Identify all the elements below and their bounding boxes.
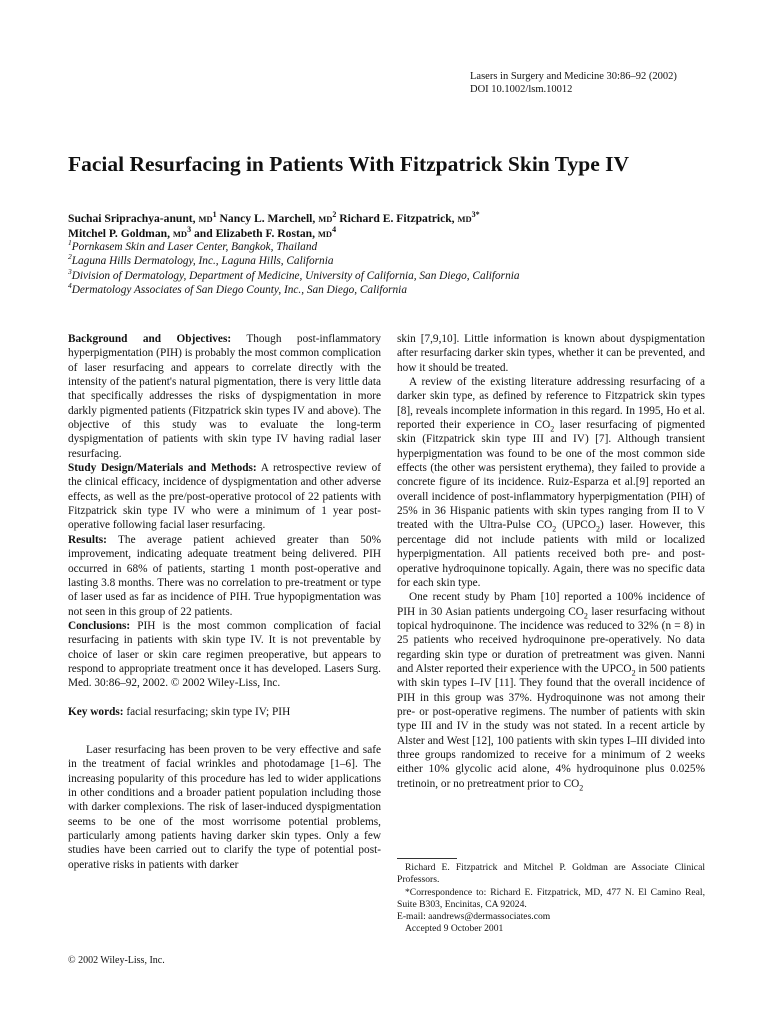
subscript: 2 bbox=[631, 668, 636, 678]
footnote: *Correspondence to: Richard E. Fitzpatrick, MD, 477 N. El Camino Real, Suite B303, Encinitas, CA 92024. bbox=[397, 886, 705, 910]
subscript: 2 bbox=[579, 782, 584, 792]
keywords-text: facial resurfacing; skin type IV; PIH bbox=[123, 705, 291, 718]
journal-citation: Lasers in Surgery and Medicine 30:86–92 (2002) bbox=[470, 71, 677, 82]
affiliation-list bbox=[68, 240, 728, 297]
author-degree: MD bbox=[318, 214, 333, 224]
author-name: Nancy L. Marchell, bbox=[219, 212, 316, 225]
affiliation-text: Dermatology Associates of San Diego County, Inc., San Diego, California bbox=[71, 283, 407, 296]
abstract-label: Study Design/Materials and Methods: bbox=[68, 462, 257, 475]
footnote: Richard E. Fitzpatrick and Mitchel P. Goldman are Associate Clinical Professors. bbox=[397, 862, 705, 886]
affiliation-number: 3 bbox=[68, 266, 72, 276]
author-name: Suchai Sriprachya-anunt, bbox=[68, 212, 196, 225]
body-text: laser resurfacing without topical hydroquinone. The incidence was reduced to 32% (n = 8) in 25 patients who received hydroquinone pre-operatively. No data regarding skin type or duration of pretreatment was given. Nanni and Alster reported their experience with the UPCO bbox=[397, 605, 705, 675]
abstract-label: Conclusions: bbox=[68, 619, 131, 632]
affiliation-number: 4 bbox=[68, 281, 72, 291]
subscript: 2 bbox=[583, 610, 588, 620]
abstract-design bbox=[68, 461, 381, 533]
author-name: Mitchel P. Goldman, bbox=[68, 226, 170, 240]
body-text: laser resurfacing of pigmented skin (Fitzpatrick skin type III and IV) [7]. Although transient hyperpigmentation was found to be one of the most common side effects (the other was persistent erythema), they failed to provide a concrete figure of its incidence. Ruiz-Esparza et al.[9] reported an overall incidence of post-inflammatory hyperpigmentation (PIH) of 25% in 36 Hispanic patients with skin types ranging from II to V treated with the Ultra-Pulse CO bbox=[397, 419, 705, 532]
affiliation-number: 2 bbox=[68, 252, 72, 262]
affiliation-number: 1 bbox=[68, 238, 72, 248]
body-text: in 500 patients with skin types I–IV [11]. They found that the overall incidence of PIH in this group was 37%. Hydroquinone was not among their pre- or post-operative regimens. The number of patients with skin type III and IV in the study was not stated. In a recent article by Alster and West [12], 100 patients with skin types I–III divided into three groups randomized to receive for a minimum of 2 weeks either 10% glycolic acid alone, 4% hydroquinone plus 0.025% tretinoin, or no pretreatment prior to CO bbox=[397, 662, 705, 790]
abstract-label: Results: bbox=[68, 533, 107, 546]
footnotes bbox=[397, 862, 705, 936]
author-name: Richard E. Fitzpatrick, bbox=[339, 212, 455, 225]
copyright-footer: © 2002 Wiley-Liss, Inc. bbox=[68, 955, 165, 966]
abstract-label: Background and Objectives: bbox=[68, 333, 232, 345]
affiliation-text: Pornkasem Skin and Laser Center, Bangkok, Thailand bbox=[71, 241, 318, 253]
footnote-divider bbox=[397, 858, 457, 859]
body-text: ) laser. However, this percentage did not include patients with mild or localized hyperpigmentation. All patients received both pre- and post-operative hydroquinone topically. Again, there was no specific data for each skin type. bbox=[397, 519, 705, 589]
author-degree: MD bbox=[457, 214, 472, 224]
subscript: 2 bbox=[550, 424, 555, 434]
body-text: (UPCO bbox=[556, 519, 596, 532]
abstract-text: The average patient achieved greater than 50% improvement, indicating adequate treatment being delivered. PIH occurred in 68% of patients, starting 1 month post-operative and lasting 3.8 months. There was no correlation to pre-treatment or type of laser used as far as incidence of PIH. True hypopigmentation was not seen in this group of 22 patients. bbox=[68, 533, 381, 618]
affiliation-line bbox=[68, 283, 728, 297]
author-degree: MD bbox=[198, 214, 213, 224]
footnote: Accepted 9 October 2001 bbox=[405, 923, 504, 935]
body-text: One recent study by Pham [10] reported a 100% incidence of PIH in 30 Asian patients undergoing CO bbox=[397, 591, 705, 618]
right-column bbox=[397, 332, 705, 791]
author-name: Elizabeth F. Rostan, bbox=[215, 226, 315, 240]
intro-paragraph: Laser resurfacing has been proven to be very effective and safe in the treatment of facial wrinkles and photodamage [1–6]. The increasing popularity of this procedure has led to wider applications in other conditions and a broader patient population including those with darker complexions. The risk of laser-induced dyspigmentation seems to be one of the most worrisome potential problems, particularly among patients having darker skin types. Only a few studies have been carried out to clarify the type of potential post-operative risks in patients with darker bbox=[68, 743, 381, 871]
affiliation-marker: 3* bbox=[471, 210, 480, 220]
abstract-results bbox=[68, 533, 381, 619]
affiliation-text: Laguna Hills Dermatology, Inc., Laguna Hills, California bbox=[71, 255, 334, 268]
abstract-text: Though post-inflammatory hyperpigmentation (PIH) is probably the most common complication of laser resurfacing and appears to correlate directly with the intensity of the patient's natural pigmentation, there is very little data that specifically addresses the risks of dyspigmentation in more darkly pigmented patients (Fitzpatrick skin types IV and above). The objective of this study was to evaluate the long-term dyspigmentation of patients with skin type IV having radial laser resurfacing. bbox=[68, 333, 381, 460]
affiliation-marker: 2 bbox=[332, 210, 337, 220]
abstract-conclusions bbox=[68, 619, 381, 691]
body-paragraph bbox=[397, 375, 705, 590]
keywords bbox=[68, 705, 381, 719]
affiliation-marker: 3 bbox=[187, 224, 192, 234]
article-title: Facial Resurfacing in Patients With Fitzpatrick Skin Type IV bbox=[68, 152, 630, 176]
affiliation-text: Division of Dermatology, Department of Medicine, University of California, San Diego, California bbox=[71, 269, 520, 282]
affiliation-line bbox=[68, 254, 728, 268]
body-text: A review of the existing literature addressing resurfacing of a darker skin type, as defined by reference to Fitzpatrick skin types [8], reveals incomplete information in this regard. In 1995, Ho et al. reported their experience in CO bbox=[397, 376, 705, 432]
left-column bbox=[68, 332, 381, 872]
author-degree: MD bbox=[317, 228, 333, 239]
body-paragraph: skin [7,9,10]. Little information is known about dyspigmentation after resurfacing darker skin types, whether it can be prevented, and how it should be treated. bbox=[397, 333, 705, 374]
body-paragraph bbox=[397, 590, 705, 791]
affiliation-line bbox=[68, 266, 728, 283]
doi-line: DOI 10.1002/lsm.10012 bbox=[470, 84, 573, 95]
author-conjunction: and bbox=[193, 226, 213, 240]
abstract-text: A retrospective review of the clinical efficacy, incidence of dyspigmentation and other adverse effects, as well as the pre/post-operative protocol of 22 patients with Fitzpatrick skin type IV who were a minimum of 1 year post-operative following facial laser resurfacing. bbox=[68, 462, 381, 532]
journal-header bbox=[470, 70, 677, 96]
subscript: 2 bbox=[596, 524, 600, 534]
keywords-label: Key words: bbox=[68, 705, 124, 718]
affiliation-line bbox=[68, 240, 728, 254]
affiliation-marker: 4 bbox=[332, 224, 337, 234]
abstract-text: PIH is the most common complication of facial resurfacing in patients with skin type IV. It is not preventable by choice of laser or skin care regimen preoperative, but appears to respond to appropriate treatment once it has developed. Lasers Surg. Med. 30:86–92, 2002. © 2002 Wiley-Liss, Inc. bbox=[68, 619, 381, 690]
abstract-background bbox=[68, 332, 381, 461]
footnote-email: E-mail: aandrews@dermassociates.com bbox=[397, 911, 551, 923]
author-list bbox=[68, 212, 728, 241]
subscript: 2 bbox=[552, 524, 557, 534]
author-degree: MD bbox=[172, 228, 188, 239]
affiliation-marker: 1 bbox=[212, 210, 217, 220]
